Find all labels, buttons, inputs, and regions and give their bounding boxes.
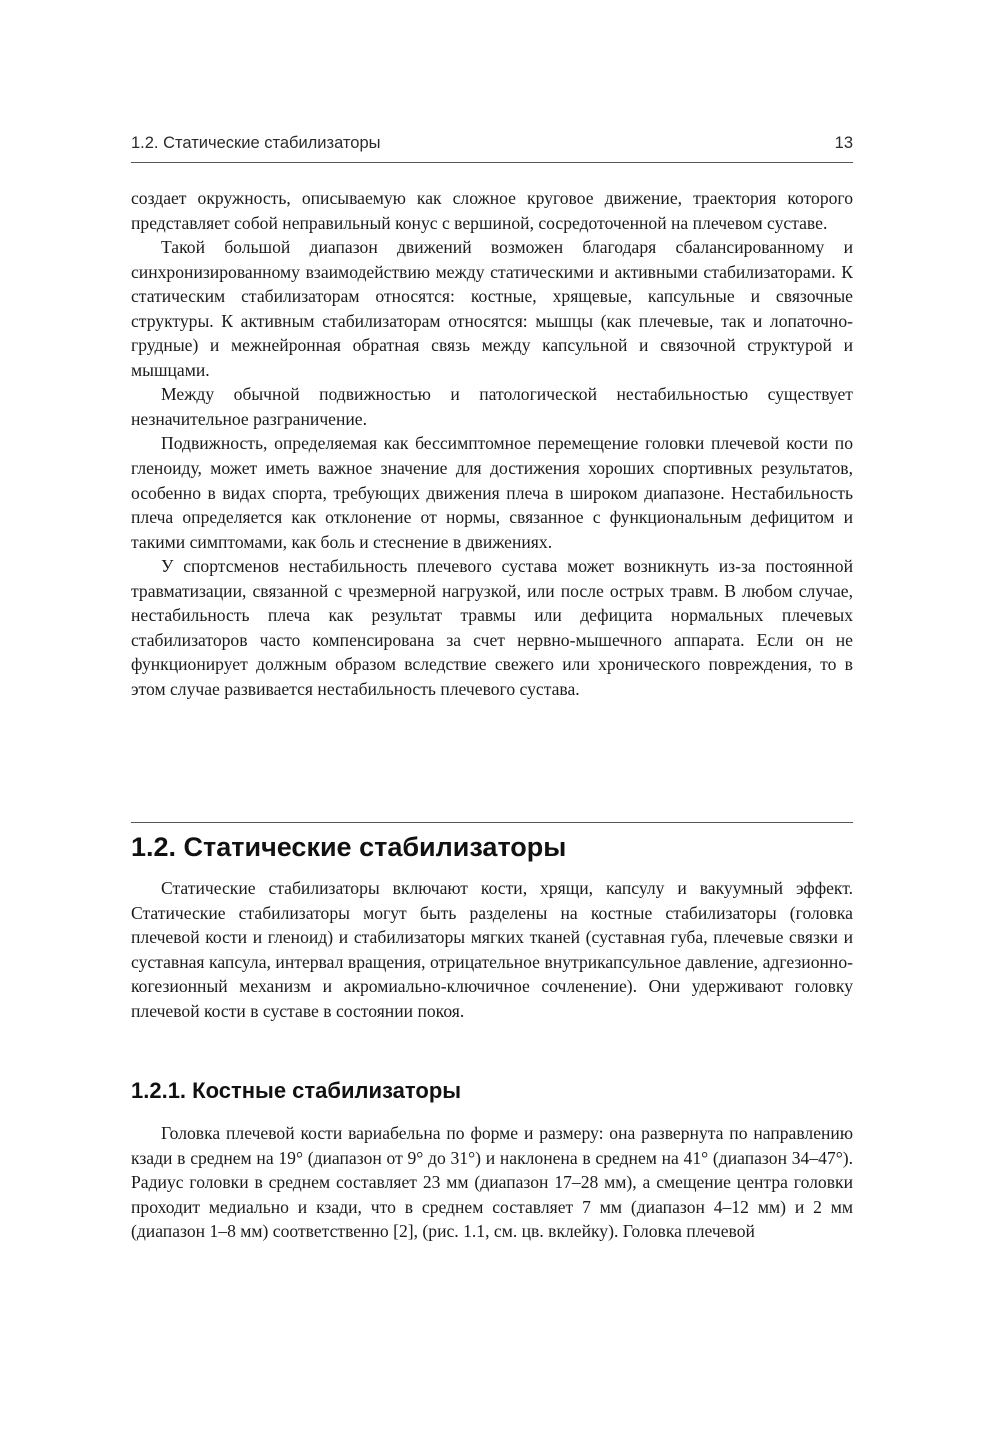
- intro-paragraph: Такой большой диапазон движений возможен благодаря сбалансированному и синхронизированному взаимодействию между статическими и активными стабилизаторами. К статическим стабилизаторам относятся: костные, хрящевые, капсульные и связочные структуры. К активным стабилизаторам относятся: мышцы (как плечевые, так и лопаточно-грудные) и межнейронная обратная связь между капсульной и связочной структурой и мышцами.: [131, 237, 853, 380]
- running-header: [131, 134, 853, 158]
- intro-paragraph: Подвижность, определяемая как бессимптомное перемещение головки плечевой кости по гленоиду, может иметь важное значение для достижения хороших спортивных результатов, особенно в видах спорта, требующих движения плеча в широком диапазоне. Нестабильность плеча определяется как отклонение от нормы, связанное с функциональным дефицитом и такими симптомами, как боль и стеснение в движениях.: [131, 433, 853, 552]
- intro-text-block: [131, 186, 853, 701]
- page-number: 13: [834, 134, 853, 152]
- subsection-heading: 1.2.1. Костные стабилизаторы: [131, 1078, 462, 1103]
- intro-paragraph: Между обычной подвижностью и патологической нестабильностью существует незначительное разграничение.: [131, 384, 853, 429]
- subsection-paragraph: Головка плечевой кости вариабельна по форме и размеру: она развернута по направлению кзади в среднем на 19° (диапазон от 9° до 31°) и наклонена в среднем на 41° (диапазон 34–47°). Радиус головки в среднем составляет 23 мм (диапазон 17–28 мм), а смещение центра головки проходит медиально и кзади, что в среднем составляет 7 мм (диапазон 4–12 мм) и 2 мм (диапазон 1–8 мм) соответственно [2], (рис. 1.1, см. цв. вклейку). Головка плечевой: [131, 1123, 853, 1242]
- intro-paragraph: У спортсменов нестабильность плечевого сустава может возникнуть из-за постоянной травматизации, связанной с чрезмерной нагрузкой, или после острых травм. В любом случае, нестабильность плеча как результат травмы или дефицита нормальных плечевых стабилизаторов часто компенсирована за счет нервно-мышечного аппарата. Если он не функционирует должным образом вследствие свежего или хронического повреждения, то в этом случае развивается нестабильность плечевого сустава.: [131, 556, 853, 699]
- section-paragraph: Статические стабилизаторы включают кости, хрящи, капсулу и вакуумный эффект. Статические стабилизаторы могут быть разделены на костные стабилизаторы (головка плечевой кости и гленоид) и стабилизаторы мягких тканей (суставная губа, плечевые связки и суставная капсула, интервал вращения, отрицательное внутрикапсульное давление, адгезионно-когезионный механизм и акромиально-ключичное сочленение). Они удерживают головку плечевой кости в суставе в состоянии покоя.: [131, 878, 853, 1021]
- section-rule: [131, 822, 853, 823]
- subsection-text-block: [131, 1121, 853, 1244]
- section-heading: 1.2. Статические стабилизаторы: [131, 832, 567, 862]
- running-header-title: 1.2. Статические стабилизаторы: [131, 134, 381, 152]
- intro-paragraph-continuation: создает окружность, описываемую как сложное круговое движение, траектория которого представляет собой неправильный конус с вершиной, сосредоточенной на плечевом суставе.: [131, 188, 853, 233]
- header-rule: [131, 162, 853, 163]
- section-text-block: [131, 876, 853, 1023]
